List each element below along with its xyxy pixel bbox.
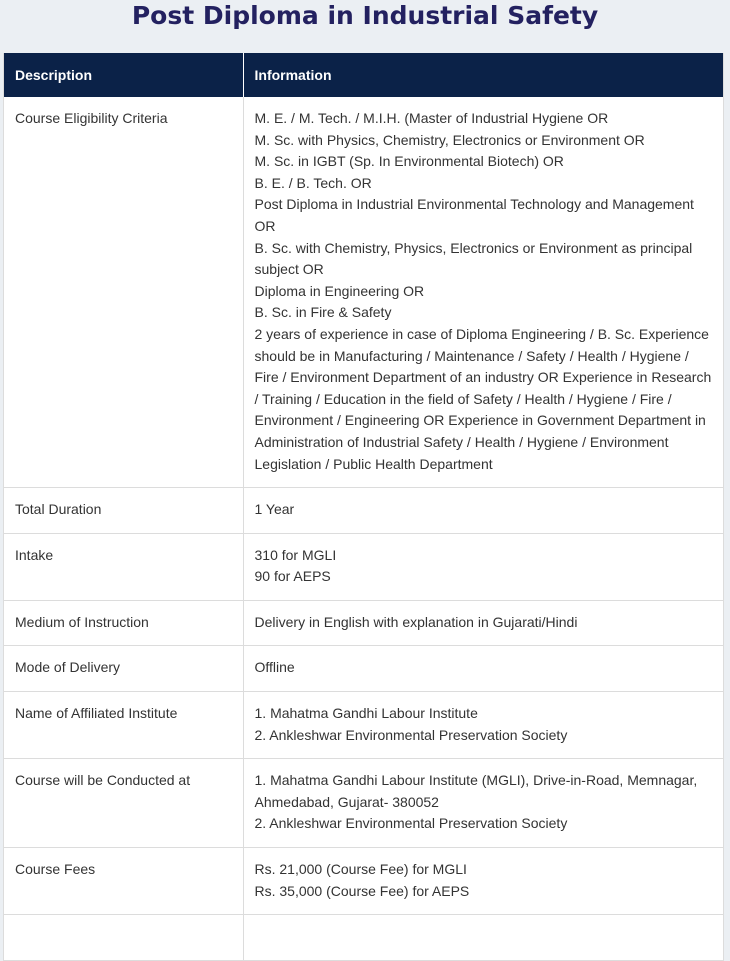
row-info [243,848,723,915]
info-line: M. E. / M. Tech. / M.I.H. (Master of Industrial Hygiene OR [254,110,609,126]
info-line: Rs. 21,000 (Course Fee) for MGLI [254,861,467,878]
table-row [4,692,723,759]
row-label: Course will be Conducted at [4,759,243,848]
row-label: Total Duration [4,488,243,534]
info-line: 2. Ankleshwar Environmental Preservation Society [254,815,568,832]
table-row [4,533,723,600]
info-line: 1. Mahatma Gandhi Labour Institute [254,705,478,722]
row-info [243,488,723,534]
info-line: 90 for AEPS [254,568,331,585]
table-header-row [4,53,723,97]
info-line: 1. Mahatma Gandhi Labour Institute (MGLI), Drive-in-Road, Memnagar, Ahmedabad, Gujarat- 380052 [254,772,698,810]
info-line: Delivery in English with explanation in Gujarati/Hindi [254,613,578,630]
table-row [4,97,723,488]
info-line: 1 Year [254,501,295,518]
info-line: M. Sc. with Physics, Chemistry, Electronics or Environment OR [254,131,645,148]
info-line: Rs. 35,000 (Course Fee) for AEPS [254,882,470,899]
table-row [4,600,723,646]
row-label: Intake [4,533,243,600]
table-row [4,759,723,848]
row-info [243,97,723,488]
table-row [4,848,723,915]
info-line: 2. Ankleshwar Environmental Preservation Society [254,726,568,743]
course-details-table [4,53,723,961]
table-row [4,915,723,961]
info-line: Diploma in Engineering OR [254,282,425,299]
column-header-information: Information [243,53,723,97]
row-info [243,646,723,692]
info-line: B. Sc. with Chemistry, Physics, Electronics or Environment as principal subject OR [254,239,693,278]
row-info [243,759,723,848]
row-info [243,692,723,759]
row-label: Course Eligibility Criteria [4,97,243,488]
course-details-table-container [3,53,724,961]
table-row [4,488,723,534]
table-row [4,646,723,692]
row-info [243,533,723,600]
row-label: Mode of Delivery [4,646,243,692]
info-line: Offline [254,659,295,676]
info-line: Post Diploma in Industrial Environmental Technology and Management OR [254,196,694,234]
row-label: Name of Affiliated Institute [4,692,243,759]
column-header-description: Description [4,53,243,97]
row-label: Medium of Instruction [4,600,243,646]
page-title: Post Diploma in Industrial Safety [131,1,599,30]
info-line: B. Sc. in Fire & Safety [254,304,392,321]
info-line: 310 for MGLI [254,546,337,563]
row-info-empty [243,915,723,961]
row-info [243,600,723,646]
info-line: 2 years of experience in case of Diploma Engineering / B. Sc. Experience should be in Manufacturing / Maintenance / Safety / Health / Hygiene / Fire / Environment Department of an industry OR Experience in Research / Training / Education in the field of Safety / Health / Hygiene / Fire / Environment / Engineering OR Experience in Government Department in Administration of Industrial Safety / Health / Hygiene / Environment Legislation / Public Health Department [254,325,712,472]
row-label: Course Fees [4,848,243,915]
info-line: M. Sc. in IGBT (Sp. In Environmental Biotech) OR [254,153,564,170]
info-line: B. E. / B. Tech. OR [254,174,372,191]
row-label-empty [4,915,243,961]
